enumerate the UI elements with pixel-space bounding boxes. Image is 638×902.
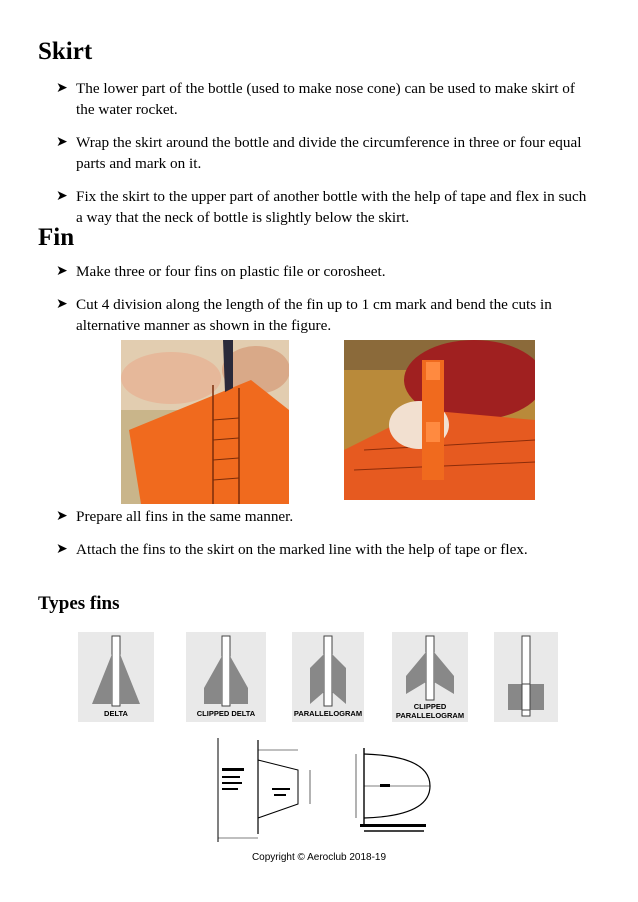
- arrow-bullet-icon: ➤: [56, 508, 68, 524]
- fin-type-clipped-parallelogram: [392, 632, 468, 722]
- caption-parallelogram: PARALLELOGRAM: [293, 709, 363, 718]
- fin-type-parallelogram: [292, 632, 364, 722]
- arrow-bullet-icon: ➤: [56, 541, 68, 557]
- arrow-bullet-icon: ➤: [56, 188, 68, 204]
- caption-clipped-delta: CLIPPED DELTA: [196, 709, 256, 718]
- skirt-list: [0, 78, 638, 240]
- photo-bending-fin: [344, 340, 535, 500]
- fin-list: [0, 261, 638, 348]
- list-item: ➤ The lower part of the bottle (used to make nose cone) can be used to make skirt of the water rocket.: [56, 80, 575, 118]
- footer-copyright: Copyright © Aeroclub 2018-19: [251, 852, 387, 863]
- list-item: ➤ Fix the skirt to the upper part of another bottle with the help of tape and flex in such a way that the neck of bottle is slightly below the skirt.: [56, 188, 587, 226]
- list-item: ➤ Wrap the skirt around the bottle and divide the circumference in three or four equal parts and mark on it.: [56, 134, 582, 172]
- arrow-bullet-icon: ➤: [56, 80, 68, 96]
- fin-type-clipped-delta: [186, 632, 266, 722]
- fin-dimension-drawing-elliptical: [352, 744, 438, 840]
- section-title-skirt: Skirt: [38, 38, 93, 65]
- arrow-bullet-icon: ➤: [56, 134, 68, 150]
- fin-list-continued: [0, 506, 638, 572]
- fin-type-tube: [494, 632, 558, 722]
- fin-type-delta: [78, 632, 154, 722]
- caption-delta: DELTA: [104, 709, 128, 718]
- arrow-bullet-icon: ➤: [56, 296, 68, 312]
- section-title-fin: Fin: [38, 224, 75, 251]
- arrow-bullet-icon: ➤: [56, 263, 68, 279]
- list-item: ➤ Attach the fins to the skirt on the marked line with the help of tape or flex.: [56, 541, 528, 558]
- caption-parallelogram-2: PARALLELOGRAM: [395, 711, 465, 720]
- list-item: ➤ Make three or four fins on plastic file or corosheet.: [56, 263, 386, 280]
- section-title-types-fins: Types fins: [38, 593, 120, 614]
- caption-clipped: CLIPPED: [413, 702, 447, 711]
- photo-cutting-fin: [121, 340, 289, 504]
- list-item: ➤ Cut 4 division along the length of the fin up to 1 cm mark and bend the cuts in alternative manner as shown in the figure.: [56, 296, 552, 334]
- list-item: ➤ Prepare all fins in the same manner.: [56, 508, 294, 525]
- fin-dimension-drawing-trapezoidal: [214, 738, 322, 846]
